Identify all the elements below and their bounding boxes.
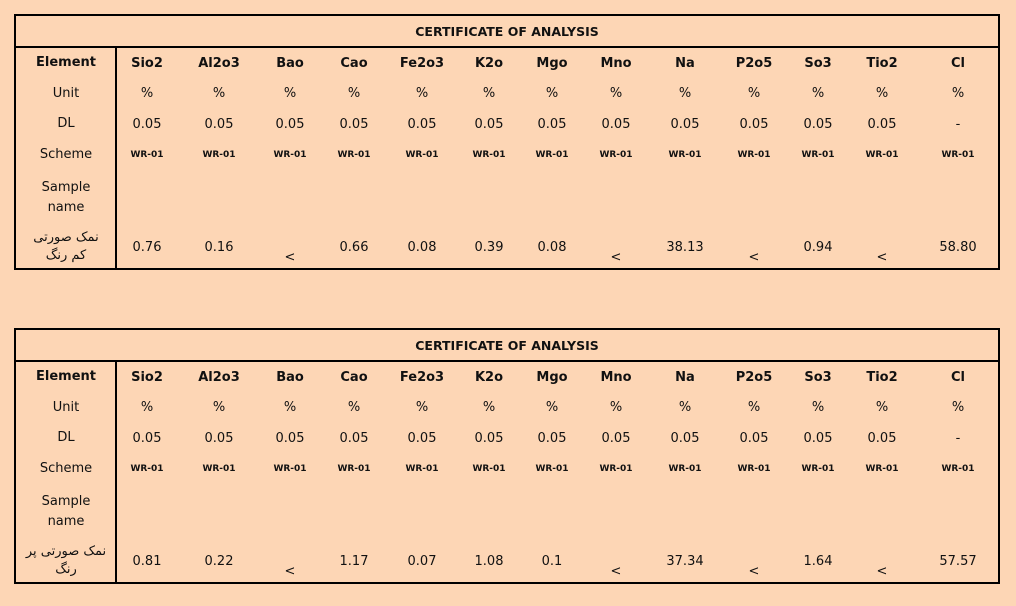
element-row bbox=[16, 362, 998, 392]
cell-k2o: WR-01 bbox=[472, 464, 506, 474]
element-cells bbox=[116, 48, 998, 78]
cell-mgo: Mgo bbox=[536, 55, 568, 71]
scheme-label: Scheme bbox=[39, 147, 93, 162]
cell-al2o3: 0.05 bbox=[204, 430, 234, 446]
cell-k2o: 0.39 bbox=[474, 239, 504, 255]
cell-p2o5: % bbox=[747, 86, 761, 101]
cell-so3: % bbox=[811, 86, 825, 101]
cell-tio2: WR-01 bbox=[865, 464, 899, 474]
cell-bao: < bbox=[284, 563, 296, 579]
cell-p2o5: WR-01 bbox=[737, 150, 771, 160]
sample-label-line2: name bbox=[47, 513, 85, 529]
cell-al2o3: WR-01 bbox=[202, 150, 236, 160]
unit-row bbox=[16, 392, 998, 423]
cell-sio2: % bbox=[140, 86, 154, 101]
dl-row bbox=[16, 423, 998, 453]
cell-bao: < bbox=[284, 249, 296, 265]
sample-label-line1: Sample bbox=[41, 179, 91, 195]
cell-fe2o3: WR-01 bbox=[405, 150, 439, 160]
cell-fe2o3: 0.05 bbox=[407, 116, 437, 132]
cell-al2o3: Al2o3 bbox=[198, 369, 240, 385]
cell-mno: WR-01 bbox=[599, 464, 633, 474]
cell-tio2: WR-01 bbox=[865, 150, 899, 160]
cell-sio2: 0.05 bbox=[132, 116, 162, 132]
certificate-body bbox=[16, 48, 998, 270]
cell-fe2o3: % bbox=[415, 400, 429, 415]
cell-mgo: 0.05 bbox=[537, 430, 567, 446]
cell-k2o: % bbox=[482, 86, 496, 101]
cell-p2o5: WR-01 bbox=[737, 464, 771, 474]
cell-tio2: Tio2 bbox=[866, 55, 898, 71]
element-label: Element bbox=[36, 55, 96, 70]
cell-cao: WR-01 bbox=[337, 464, 371, 474]
cell-mgo: 0.05 bbox=[537, 116, 567, 132]
sample-name bbox=[16, 229, 116, 265]
sample-label-line2: name bbox=[47, 199, 85, 215]
cell-tio2: Tio2 bbox=[866, 369, 898, 385]
cell-mno: 0.05 bbox=[601, 116, 631, 132]
cell-sio2: 0.76 bbox=[132, 239, 162, 255]
cell-mgo: % bbox=[545, 400, 559, 415]
cell-sio2: Sio2 bbox=[131, 55, 163, 71]
element-label: Element bbox=[36, 369, 96, 384]
cell-cao: 1.17 bbox=[339, 553, 369, 569]
cell-mno: Mno bbox=[600, 55, 632, 71]
cell-na: % bbox=[678, 86, 692, 101]
dl-row bbox=[16, 109, 998, 139]
cell-na: 38.13 bbox=[666, 239, 704, 255]
cell-so3: So3 bbox=[804, 55, 832, 71]
cell-na: Na bbox=[675, 369, 695, 385]
certificate-body bbox=[16, 362, 998, 584]
certificate-title: CERTIFICATE OF ANALYSIS bbox=[16, 330, 998, 362]
cell-mgo: Mgo bbox=[536, 369, 568, 385]
scheme-cells bbox=[116, 139, 998, 171]
cell-so3: So3 bbox=[804, 369, 832, 385]
cell-cao: 0.05 bbox=[339, 430, 369, 446]
cell-sio2: 0.81 bbox=[132, 553, 162, 569]
certificate-table-1 bbox=[14, 14, 1000, 270]
cell-cao: Cao bbox=[340, 55, 368, 71]
sample-name-label bbox=[16, 492, 116, 532]
cell-na: 0.05 bbox=[670, 116, 700, 132]
cell-tio2: < bbox=[876, 563, 888, 579]
cell-sio2: % bbox=[140, 400, 154, 415]
cell-bao: % bbox=[283, 400, 297, 415]
cell-cl: WR-01 bbox=[941, 150, 975, 160]
cell-fe2o3: WR-01 bbox=[405, 464, 439, 474]
cell-cl: WR-01 bbox=[941, 464, 975, 474]
cell-na: 0.05 bbox=[670, 430, 700, 446]
cell-p2o5: < bbox=[748, 249, 760, 265]
cell-p2o5: P2o5 bbox=[735, 369, 773, 385]
scheme-row bbox=[16, 139, 998, 171]
value-cells bbox=[116, 538, 998, 584]
element-row bbox=[16, 48, 998, 78]
cell-bao: % bbox=[283, 86, 297, 101]
cell-al2o3: % bbox=[212, 86, 226, 101]
cell-cl: 58.80 bbox=[939, 239, 977, 255]
cell-al2o3: % bbox=[212, 400, 226, 415]
cell-so3: % bbox=[811, 400, 825, 415]
value-cells bbox=[116, 224, 998, 270]
cell-al2o3: 0.16 bbox=[204, 239, 234, 255]
cell-mno: < bbox=[610, 249, 622, 265]
cell-mgo: % bbox=[545, 86, 559, 101]
cell-sio2: WR-01 bbox=[130, 464, 164, 474]
sample-name-line2: رنگ bbox=[55, 562, 77, 577]
cell-bao: WR-01 bbox=[273, 150, 307, 160]
cell-bao: Bao bbox=[276, 55, 304, 71]
cell-mno: Mno bbox=[600, 369, 632, 385]
cell-na: Na bbox=[675, 55, 695, 71]
cell-cl: % bbox=[951, 400, 965, 415]
sample-name-row bbox=[16, 171, 998, 224]
sample-name-label bbox=[16, 178, 116, 218]
cell-cao: WR-01 bbox=[337, 150, 371, 160]
cell-al2o3: Al2o3 bbox=[198, 55, 240, 71]
cell-na: 37.34 bbox=[666, 553, 704, 569]
cell-mno: < bbox=[610, 563, 622, 579]
dl-cells bbox=[116, 109, 998, 139]
cell-k2o: % bbox=[482, 400, 496, 415]
cell-k2o: WR-01 bbox=[472, 150, 506, 160]
cell-mgo: 0.08 bbox=[537, 239, 567, 255]
cell-tio2: % bbox=[875, 86, 889, 101]
sample-name-line1: نمک صورتی bbox=[33, 230, 99, 245]
sample-value-row bbox=[16, 224, 998, 270]
cell-al2o3: WR-01 bbox=[202, 464, 236, 474]
unit-row bbox=[16, 78, 998, 109]
cell-tio2: % bbox=[875, 400, 889, 415]
dl-label: DL bbox=[57, 430, 75, 445]
cell-k2o: 1.08 bbox=[474, 553, 504, 569]
cell-cl: - bbox=[955, 116, 961, 132]
cell-k2o: K2o bbox=[474, 369, 504, 385]
cell-fe2o3: 0.08 bbox=[407, 239, 437, 255]
scheme-row bbox=[16, 453, 998, 485]
cell-cl: 57.57 bbox=[939, 553, 977, 569]
cell-mno: % bbox=[609, 86, 623, 101]
cell-sio2: 0.05 bbox=[132, 430, 162, 446]
cell-na: WR-01 bbox=[668, 150, 702, 160]
cell-fe2o3: % bbox=[415, 86, 429, 101]
cell-so3: 0.05 bbox=[803, 116, 833, 132]
cell-na: WR-01 bbox=[668, 464, 702, 474]
cell-sio2: Sio2 bbox=[131, 369, 163, 385]
cell-fe2o3: 0.07 bbox=[407, 553, 437, 569]
cell-mgo: 0.1 bbox=[541, 553, 563, 569]
cell-tio2: < bbox=[876, 249, 888, 265]
sample-label-line1: Sample bbox=[41, 493, 91, 509]
cell-bao: 0.05 bbox=[275, 430, 305, 446]
cell-mgo: WR-01 bbox=[535, 150, 569, 160]
cell-p2o5: < bbox=[748, 563, 760, 579]
sample-name-line1: نمک صورتی پر bbox=[25, 544, 107, 559]
cell-fe2o3: Fe2o3 bbox=[399, 55, 445, 71]
cell-k2o: 0.05 bbox=[474, 116, 504, 132]
cell-cl: - bbox=[955, 430, 961, 446]
unit-cells bbox=[116, 78, 998, 109]
cell-mno: 0.05 bbox=[601, 430, 631, 446]
cell-cao: % bbox=[347, 400, 361, 415]
certificate-title: CERTIFICATE OF ANALYSIS bbox=[16, 16, 998, 48]
sample-name bbox=[16, 543, 116, 579]
scheme-cells bbox=[116, 453, 998, 485]
cell-p2o5: 0.05 bbox=[739, 430, 769, 446]
sample-name-line2: کم رنگ bbox=[45, 248, 87, 263]
cell-p2o5: % bbox=[747, 400, 761, 415]
unit-cells bbox=[116, 392, 998, 423]
cell-cao: Cao bbox=[340, 369, 368, 385]
cell-p2o5: P2o5 bbox=[735, 55, 773, 71]
cell-so3: 1.64 bbox=[803, 553, 833, 569]
cell-sio2: WR-01 bbox=[130, 150, 164, 160]
cell-fe2o3: 0.05 bbox=[407, 430, 437, 446]
unit-label: Unit bbox=[52, 399, 80, 415]
cell-cao: % bbox=[347, 86, 361, 101]
cell-tio2: 0.05 bbox=[867, 116, 897, 132]
scheme-label: Scheme bbox=[39, 461, 93, 476]
cell-so3: 0.94 bbox=[803, 239, 833, 255]
cell-tio2: 0.05 bbox=[867, 430, 897, 446]
cell-cao: 0.66 bbox=[339, 239, 369, 255]
cell-so3: 0.05 bbox=[803, 430, 833, 446]
sample-value-row bbox=[16, 538, 998, 584]
cell-al2o3: 0.05 bbox=[204, 116, 234, 132]
certificate-table-2 bbox=[14, 328, 1000, 584]
cell-fe2o3: Fe2o3 bbox=[399, 369, 445, 385]
cell-cl: Cl bbox=[951, 369, 965, 385]
cell-so3: WR-01 bbox=[801, 464, 835, 474]
cell-mno: % bbox=[609, 400, 623, 415]
cell-cao: 0.05 bbox=[339, 116, 369, 132]
cell-cl: Cl bbox=[951, 55, 965, 71]
cell-bao: 0.05 bbox=[275, 116, 305, 132]
dl-cells bbox=[116, 423, 998, 453]
cell-bao: WR-01 bbox=[273, 464, 307, 474]
cell-p2o5: 0.05 bbox=[739, 116, 769, 132]
cell-cl: % bbox=[951, 86, 965, 101]
cell-so3: WR-01 bbox=[801, 150, 835, 160]
cell-bao: Bao bbox=[276, 369, 304, 385]
sample-name-row bbox=[16, 485, 998, 538]
cell-na: % bbox=[678, 400, 692, 415]
cell-al2o3: 0.22 bbox=[204, 553, 234, 569]
cell-k2o: 0.05 bbox=[474, 430, 504, 446]
cell-mgo: WR-01 bbox=[535, 464, 569, 474]
dl-label: DL bbox=[57, 116, 75, 131]
cell-mno: WR-01 bbox=[599, 150, 633, 160]
cell-k2o: K2o bbox=[474, 55, 504, 71]
unit-label: Unit bbox=[52, 85, 80, 101]
element-cells bbox=[116, 362, 998, 392]
